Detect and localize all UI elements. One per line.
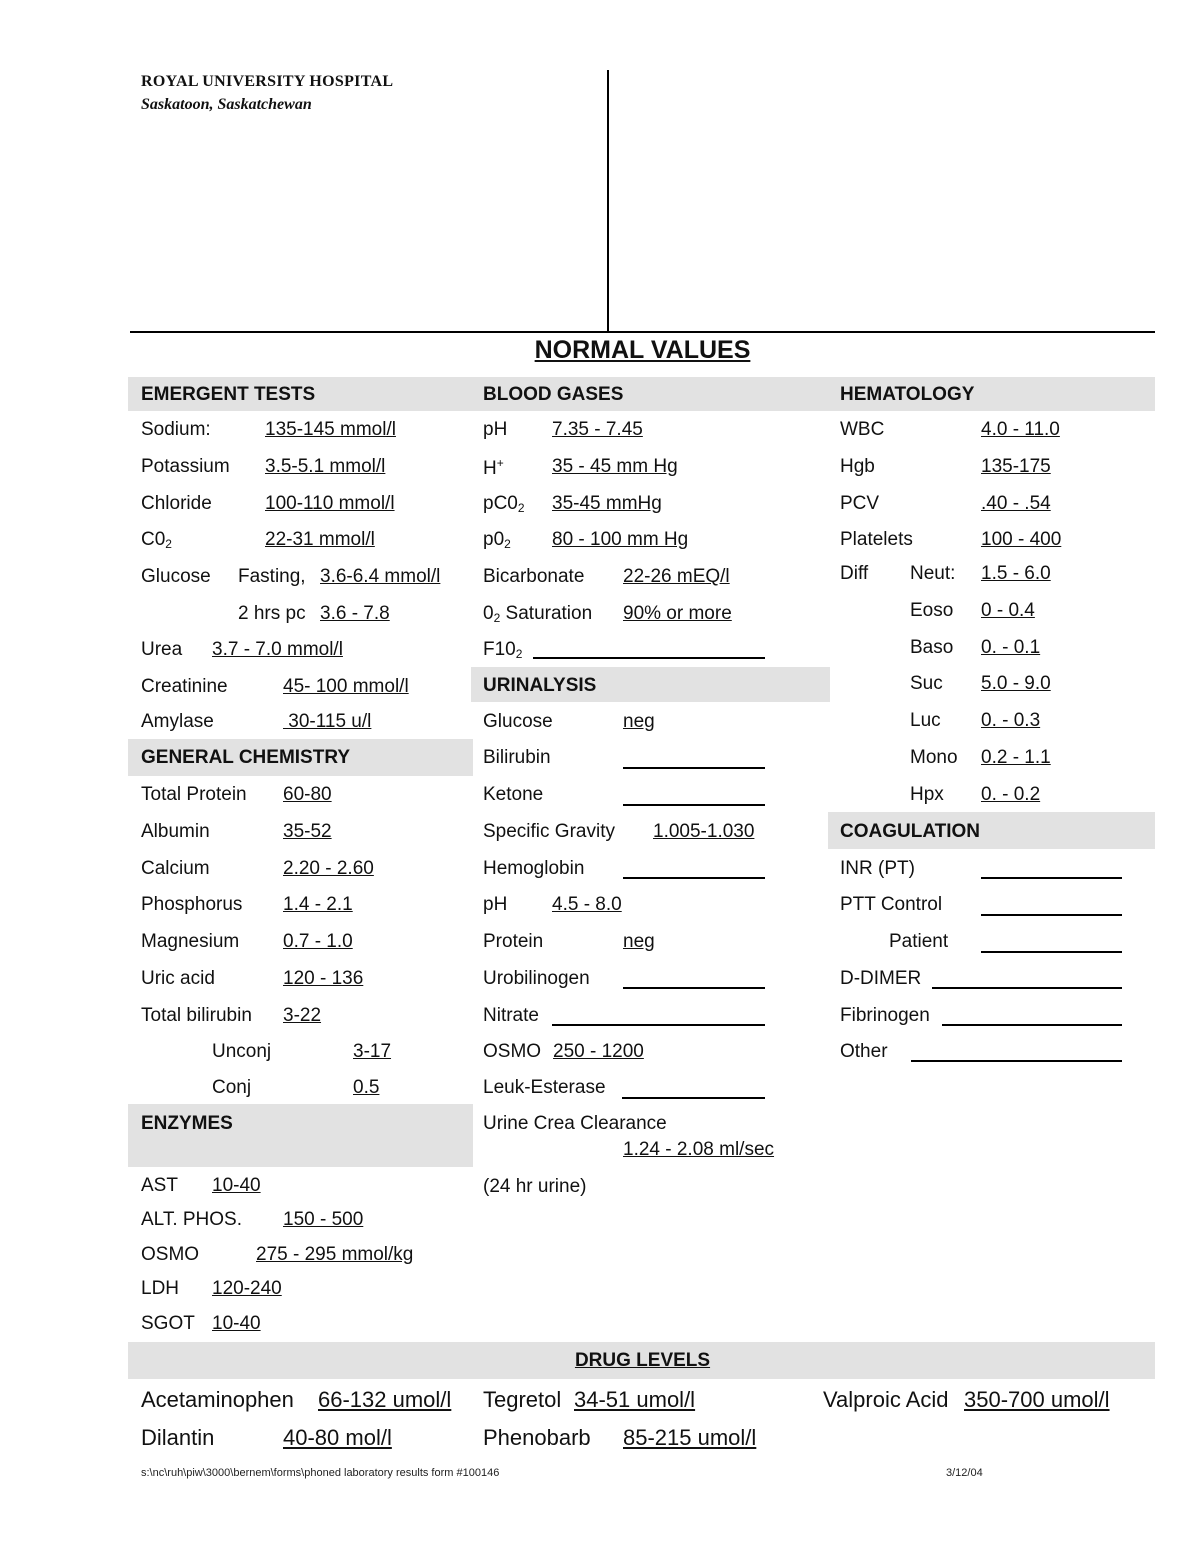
coagulation-heading: COAGULATION: [840, 821, 981, 842]
hospital-name: ROYAL UNIVERSITY HOSPITAL: [141, 73, 394, 90]
albumin-label: Albumin: [141, 821, 210, 842]
nitrate-label: Nitrate: [483, 1005, 539, 1026]
protein-value: neg: [623, 931, 655, 952]
fibrinogen-blank[interactable]: [942, 1024, 1122, 1026]
ptt-patient-label: Patient: [889, 931, 949, 952]
hemoglobin-blank[interactable]: [623, 877, 765, 879]
bicarbonate-value: 22-26 mEQ/l: [623, 566, 730, 587]
footer-file-path: s:\nc\ruh\piw\3000\bernem\forms\phoned laboratory results form #100146: [141, 1467, 500, 1479]
urine-ph-label: pH: [483, 894, 508, 915]
general-chemistry-heading: GENERAL CHEMISTRY: [141, 747, 351, 768]
glucose-label: Glucose: [141, 566, 211, 587]
urobilinogen-blank[interactable]: [623, 987, 765, 989]
urea-label: Urea: [141, 639, 183, 660]
fibrinogen-label: Fibrinogen: [840, 1005, 930, 1026]
dilantin-value: 40-80 mol/l: [283, 1425, 392, 1450]
baso-value: 0. - 0.1: [981, 637, 1041, 658]
footer-date: 3/12/04: [946, 1467, 983, 1479]
ast-label: AST: [141, 1175, 178, 1196]
urine-osmo-label: OSMO: [483, 1041, 542, 1062]
d-dimer-blank[interactable]: [932, 987, 1122, 989]
o2-saturation-value: 90% or more: [623, 603, 732, 624]
uric-acid-value: 120 - 136: [283, 968, 364, 989]
urine-osmo-value: 250 - 1200: [553, 1041, 644, 1062]
calcium-label: Calcium: [141, 858, 210, 879]
sgot-value: 10-40: [212, 1313, 261, 1334]
urine-ph-value: 4.5 - 8.0: [552, 894, 622, 915]
ptt-control-label: PTT Control: [840, 894, 943, 915]
eoso-value: 0 - 0.4: [981, 600, 1035, 621]
conj-label: Conj: [212, 1077, 252, 1098]
suc-label: Suc: [910, 673, 943, 694]
albumin-value: 35-52: [283, 821, 332, 842]
urine-glucose-label: Glucose: [483, 711, 553, 732]
ldh-label: LDH: [141, 1278, 180, 1299]
urine-note: (24 hr urine): [483, 1176, 587, 1197]
other-blank[interactable]: [911, 1060, 1122, 1062]
total-protein-label: Total Protein: [141, 784, 247, 805]
total-bilirubin-label: Total bilirubin: [141, 1005, 252, 1026]
ptt-control-blank[interactable]: [981, 914, 1122, 916]
creatinine-value: 45- 100 mmol/l: [283, 676, 409, 697]
phenobarb-label: Phenobarb: [483, 1425, 591, 1450]
chloride-label: Chloride: [141, 493, 212, 514]
co2-label: $C0_2$: [141, 529, 172, 551]
wbc-value: 4.0 - 11.0: [981, 419, 1060, 440]
hpx-label: Hpx: [910, 784, 944, 805]
glucose-pc-label: 2 hrs pc: [238, 603, 306, 624]
inr-blank[interactable]: [981, 877, 1122, 879]
inr-label: INR (PT): [840, 858, 915, 879]
uric-acid-label: Uric acid: [141, 968, 215, 989]
phosphorus-value: 1.4 - 2.1: [283, 894, 353, 915]
tegretol-value: 34-51 umol/l: [574, 1387, 696, 1412]
urine-crea-label: Urine Crea Clearance: [483, 1113, 667, 1134]
leuk-esterase-label: Leuk-Esterase: [483, 1077, 606, 1098]
urobilinogen-label: Urobilinogen: [483, 968, 590, 989]
mono-value: 0.2 - 1.1: [981, 747, 1051, 768]
fio2-blank[interactable]: [533, 657, 765, 659]
unconj-label: Unconj: [212, 1041, 272, 1062]
h-ion-label: H+: [483, 456, 504, 479]
drug-levels-heading: DRUG LEVELS: [574, 1350, 711, 1371]
emergent-tests-heading: EMERGENT TESTS: [141, 384, 316, 405]
h-ion-value: 35 - 45 mm Hg: [552, 456, 678, 477]
bicarbonate-label: Bicarbonate: [483, 566, 585, 587]
conj-value: 0.5: [353, 1077, 380, 1098]
baso-label: Baso: [910, 637, 954, 658]
potassium-label: Potassium: [141, 456, 230, 477]
hemoglobin-label: Hemoglobin: [483, 858, 585, 879]
po2-label: $p0_2$: [483, 529, 511, 551]
ptt-patient-blank[interactable]: [981, 951, 1122, 953]
diff-label: Diff: [840, 563, 869, 584]
valproic-acid-label: Valproic Acid: [823, 1387, 949, 1412]
acetaminophen-value: 66-132 umol/l: [318, 1387, 452, 1412]
d-dimer-label: D-DIMER: [840, 968, 922, 989]
suc-value: 5.0 - 9.0: [981, 673, 1051, 694]
platelets-label: Platelets: [840, 529, 913, 550]
osmo-label: OSMO: [141, 1244, 200, 1265]
platelets-value: 100 - 400: [981, 529, 1062, 550]
neut-label: Neut:: [910, 563, 956, 584]
specific-gravity-value: 1.005-1.030: [653, 821, 755, 842]
header-vertical-divider: [607, 70, 609, 332]
unconj-value: 3-17: [353, 1041, 392, 1062]
phenobarb-value: 85-215 umol/l: [623, 1425, 757, 1450]
urine-glucose-value: neg: [623, 711, 655, 732]
pcv-value: .40 - .54: [981, 493, 1051, 514]
co2-value: 22-31 mmol/l: [265, 529, 375, 550]
hematology-heading: HEMATOLOGY: [840, 384, 975, 405]
hgb-value: 135-175: [981, 456, 1051, 477]
pco2-label: $pC0_2$: [483, 493, 525, 515]
acetaminophen-label: Acetaminophen: [141, 1387, 294, 1412]
mono-label: Mono: [910, 747, 958, 768]
valproic-acid-value: 350-700 umol/l: [964, 1387, 1110, 1412]
dilantin-label: Dilantin: [141, 1425, 215, 1450]
amylase-label: Amylase: [141, 711, 214, 732]
blood-gases-heading: BLOOD GASES: [483, 384, 624, 405]
neut-value: 1.5 - 6.0: [981, 563, 1051, 584]
alt-phos-value: 150 - 500: [283, 1209, 364, 1230]
other-label: Other: [840, 1041, 888, 1062]
osmo-value: 275 - 295 mmol/kg: [256, 1244, 414, 1265]
glucose-pc-value: 3.6 - 7.8: [320, 603, 390, 624]
header-horizontal-divider: [130, 331, 1155, 333]
eoso-label: Eoso: [910, 600, 954, 621]
hospital-city: Saskatoon, Saskatchewan: [141, 96, 312, 113]
bilirubin-label: Bilirubin: [483, 747, 551, 768]
bilirubin-blank[interactable]: [623, 767, 765, 769]
sgot-label: SGOT: [141, 1313, 195, 1334]
amylase-value: 30-115 u/l: [283, 711, 372, 732]
total-bilirubin-value: 3-22: [283, 1005, 322, 1026]
ketone-blank[interactable]: [623, 804, 765, 806]
enzymes-heading: ENZYMES: [141, 1113, 233, 1134]
wbc-label: WBC: [840, 419, 885, 440]
pco2-value: 35-45 mmHg: [552, 493, 662, 514]
tegretol-label: Tegretol: [483, 1387, 562, 1412]
hpx-value: 0. - 0.2: [981, 784, 1041, 805]
glucose-fasting-value: 3.6-6.4 mmol/l: [320, 566, 441, 587]
gas-ph-label: pH: [483, 419, 508, 440]
specific-gravity-label: Specific Gravity: [483, 821, 615, 842]
page-title: NORMAL VALUES: [534, 336, 751, 364]
chloride-value: 100-110 mmol/l: [265, 493, 395, 514]
sodium-value: 135-145 mmol/l: [265, 419, 396, 440]
phosphorus-label: Phosphorus: [141, 894, 243, 915]
potassium-value: 3.5-5.1 mmol/l: [265, 456, 386, 477]
sodium-label: Sodium:: [141, 419, 211, 440]
creatinine-label: Creatinine: [141, 676, 228, 697]
leuk-esterase-blank[interactable]: [622, 1097, 765, 1099]
magnesium-label: Magnesium: [141, 931, 240, 952]
nitrate-blank[interactable]: [552, 1024, 765, 1026]
o2-saturation-label: $0_2$ Saturation: [483, 603, 593, 625]
protein-label: Protein: [483, 931, 544, 952]
glucose-fasting-label: Fasting,: [238, 566, 306, 587]
gas-ph-value: 7.35 - 7.45: [552, 419, 643, 440]
ldh-value: 120-240: [212, 1278, 282, 1299]
calcium-value: 2.20 - 2.60: [283, 858, 374, 879]
hgb-label: Hgb: [840, 456, 875, 477]
ast-value: 10-40: [212, 1175, 261, 1196]
luc-label: Luc: [910, 710, 941, 731]
urinalysis-heading: URINALYSIS: [483, 675, 597, 696]
fio2-label: $F10_2$: [483, 639, 523, 661]
pcv-label: PCV: [840, 493, 880, 514]
po2-value: 80 - 100 mm Hg: [552, 529, 689, 550]
urea-value: 3.7 - 7.0 mmol/l: [212, 639, 343, 660]
luc-value: 0. - 0.3: [981, 710, 1041, 731]
ketone-label: Ketone: [483, 784, 544, 805]
alt-phos-label: ALT. PHOS.: [141, 1209, 243, 1230]
total-protein-value: 60-80: [283, 784, 332, 805]
magnesium-value: 0.7 - 1.0: [283, 931, 353, 952]
urine-crea-value: 1.24 - 2.08 ml/sec: [623, 1139, 775, 1160]
